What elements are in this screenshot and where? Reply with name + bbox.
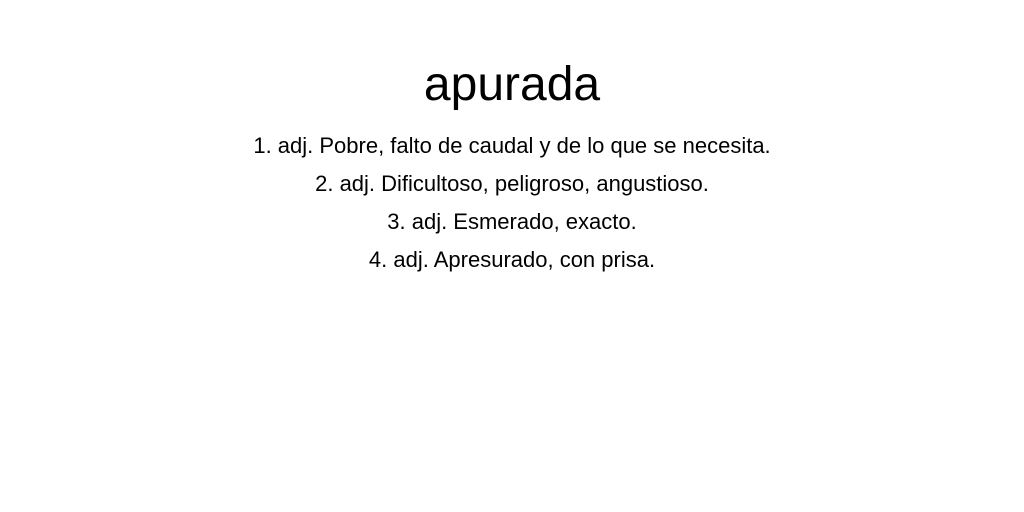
definition-item: 1. adj. Pobre, falto de caudal y de lo que se necesita. [253, 133, 771, 158]
definition-list [0, 127, 1024, 279]
definition-item: 3. adj. Esmerado, exacto. [387, 209, 637, 234]
definition-item: 2. adj. Dificultoso, peligroso, angustioso. [315, 171, 709, 196]
definition-item: 4. adj. Apresurado, con prisa. [368, 247, 656, 272]
entry-word: apurada [423, 58, 601, 111]
